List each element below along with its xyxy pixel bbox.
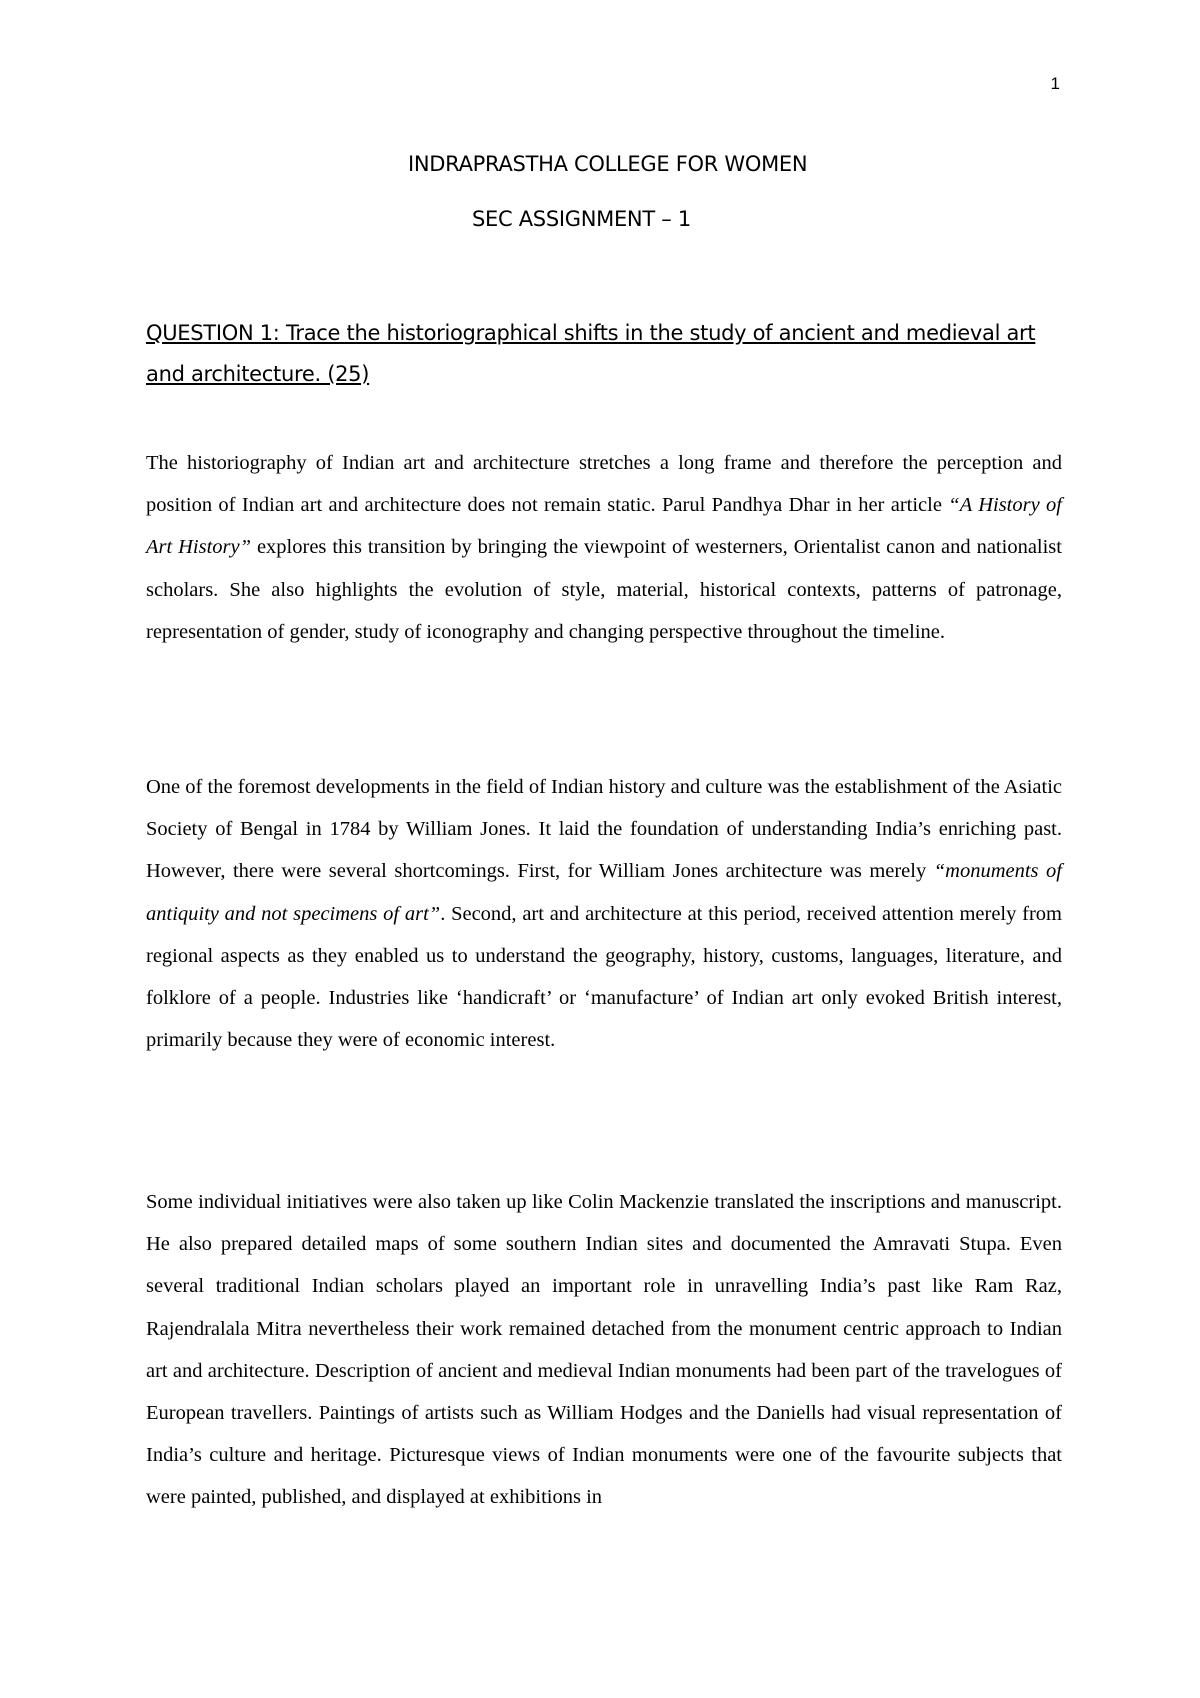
paragraph-text: The historiography of Indian art and architecture stretches a long frame and therefore the perception and position of Indian art and architecture does not remain static. Parul Pandhya Dhar in her article xyxy=(146,452,1062,517)
paragraph-text: One of the foremost developments in the field of Indian history and culture was the establishment of the Asiatic Society of Bengal in 1784 by William Jones. It laid the foundation of understanding India’s enriching past. However, there were several shortcomings. First, for William Jones architecture was merely xyxy=(146,776,1062,883)
paragraph-individual-initiatives: Some individual initiatives were also taken up like Colin Mackenzie translated the inscriptions and manuscript. He also prepared detailed maps of some southern Indian sites and documented the Amravati Stupa. Even several traditional Indian scholars played an important role in unravelling India’s past like Ram Raz, Rajendralala Mitra nevertheless their work remained detached from the monument centric approach to Indian art and architecture. Description of ancient and medieval Indian monuments had been part of the travelogues of European travellers. Paintings of artists such as William Hodges and the Daniells had visual representation of India’s culture and heritage. Picturesque views of Indian monuments were one of the favourite subjects that were painted, published, and displayed at exhibitions in xyxy=(146,1191,1062,1509)
college-name: INDRAPRASTHA COLLEGE FOR WOMEN xyxy=(408,152,808,176)
jones-quote: “monuments of antiquity and not specimens of art” xyxy=(146,860,1062,925)
article-title: “A History of Art History” xyxy=(146,494,1062,559)
paragraph-text: explores this transition by bringing the viewpoint of westerners, Orientalist canon and nationalist scholars. She also highlights the evolution of style, material, historical contexts, patterns of patronage, representation of gender, study of iconography and changing perspective throughout the timeline. xyxy=(146,536,1062,643)
paragraph-asiatic-society xyxy=(146,766,1062,1061)
paragraph-historiography-intro xyxy=(146,442,1062,653)
assignment-title: SEC ASSIGNMENT – 1 xyxy=(472,207,691,231)
question-heading: QUESTION 1: Trace the historiographical shifts in the study of ancient and medieval art and architecture. (25) xyxy=(146,321,1036,386)
paragraph-text: . Second, art and architecture at this period, received attention merely from regional aspects as they enabled us to understand the geography, history, customs, languages, literature, and folklore of a people. Industries like ‘handicraft’ or ‘manufacture’ of Indian art only evoked British interest, primarily because they were of economic interest. xyxy=(146,902,1062,1052)
page-number: 1 xyxy=(1050,74,1060,93)
